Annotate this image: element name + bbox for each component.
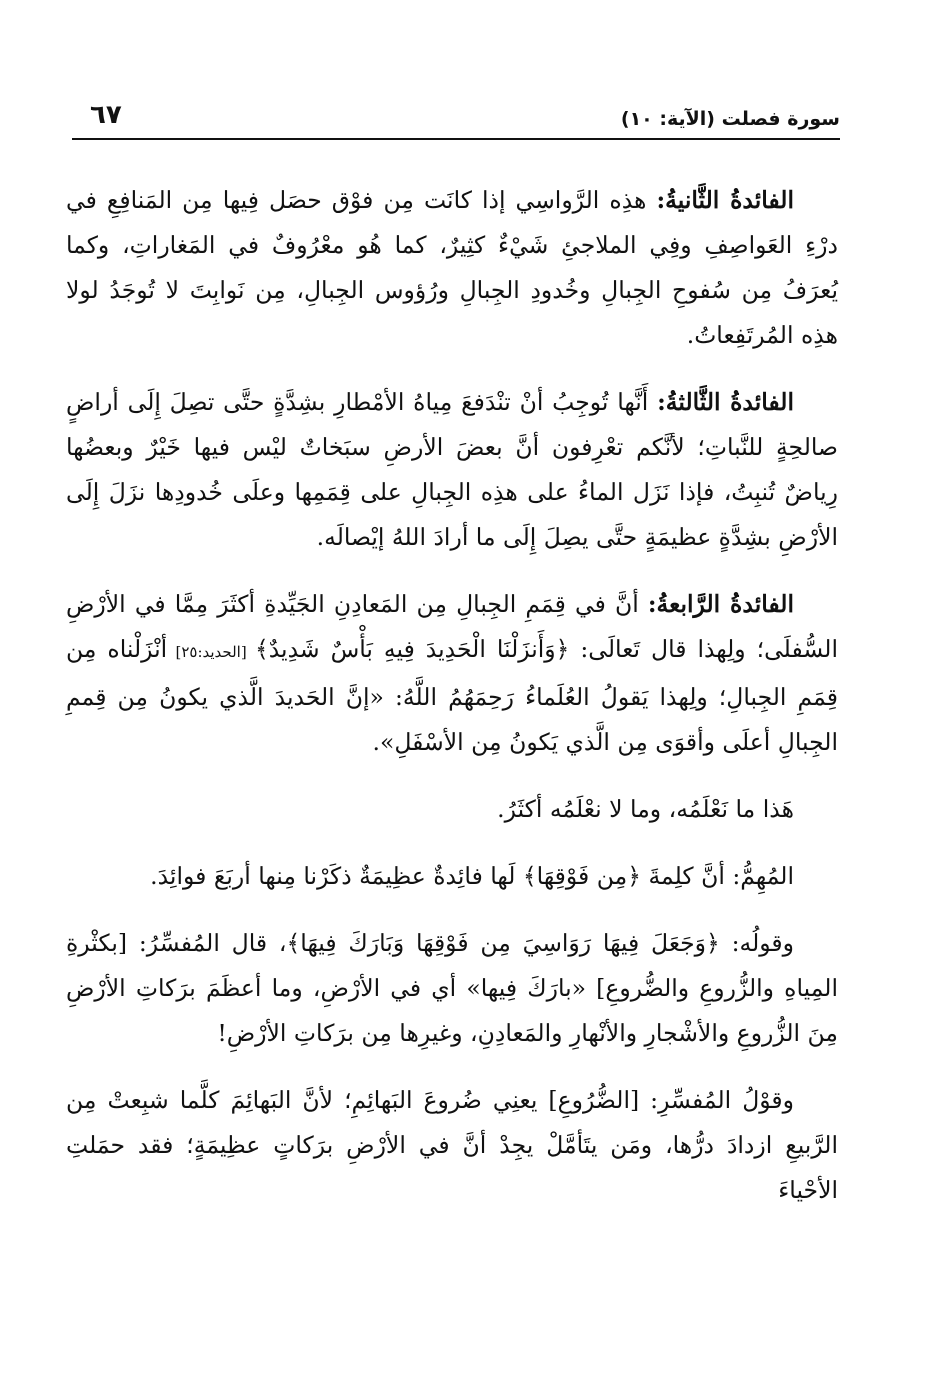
paragraph-text: وقوْلُ المُفسِّرِ: [الضُّرُوعِ] يعنِي ضُروعَ البَهائِمِ؛ لأنَّ البَهائِمَ كلَّما شبِعتْ مِن الرَّبيعِ ازدادَ درُّها، ومَن يتَأمَّلْ يجِدْ أنَّ في الأرْضِ برَكاتٍ عظِيمَةٍ؛ فقد حمَلتِ الأحْياءَ xyxy=(66,1086,838,1204)
paragraph-udders xyxy=(66,1078,838,1213)
paragraph-text: أَنَّها تُوجِبُ أنْ تنْدَفعَ مِياهُ الأمْطارِ بشِدَّةٍ حتَّى تصِلَ إِلَى أراضٍ صالحِةٍ للنَّباتِ؛ لأنَّكم تعْرِفون أنَّ بعضَ الأرضِ سبَخاتٌ ليْس فيها خَيْرٌ وبعضُها رِياضٌ تُنبِتُ، فإذا نَزَل الماءُ على هذِه الجِبالِ على قِمَمِها وعلَى خُدودِها نزَلَ إِلَى الأرْضِ بشِدَّةٍ عظيمَةٍ حتَّى يصِلَ إِلَى ما أرادَ اللهُ إيْصالَه. xyxy=(66,388,838,551)
paragraph-text: المُهِمُّ: أنَّ كلِمةَ xyxy=(640,862,794,890)
paragraph-text: لَها فائِدةٌ عظِيمَةٌ ذكَرْنا مِنها أربَعَ فوائِدَ. xyxy=(150,862,523,890)
paragraph-summary xyxy=(66,854,838,899)
page-header xyxy=(72,100,840,140)
paragraph-heading: الفائدةُ الرَّابعةُ: xyxy=(647,590,794,618)
paragraph-text: ، قال المُفسِّرُ: [بكثْرةِ المِياهِ والزُّروعِ والضُّروعِ] «بارَكَ فِيها» أي في الأرْضِ، وما أعظَمَ برَكاتِ الأرْضِ مِنَ الزُّروعِ والأشْجارِ والأنْهارِ والمَعادِنِ، وغيرِها مِن برَكاتِ الأرْضِ! xyxy=(66,929,838,1047)
quran-verse: ﴿مِن فَوْقِهَا﴾ xyxy=(522,862,641,890)
paragraph-text: وقولُه: xyxy=(719,929,795,957)
paragraph-blessing xyxy=(66,921,838,1056)
page-number: ٦٧ xyxy=(90,100,122,130)
page-body xyxy=(66,178,838,1235)
paragraph-benefit-two xyxy=(66,178,838,358)
paragraph-benefit-three xyxy=(66,380,838,560)
verse-reference: [الحديد:٢٥] xyxy=(167,643,255,661)
paragraph-heading: الفائدةُ الثَّانيةُ: xyxy=(656,186,794,214)
paragraph-text: هَذا ما نَعْلَمُه، وما لا نعْلَمُه أكثَرُ. xyxy=(497,795,794,823)
paragraph-text: هذِه الرَّواسِي إذا كانَت مِن فوْق حصَل فِيها مِن المَنافِعِ في درْءِ العَواصِفِ وفِي الملاجئِ شَيْءٌ كثِيرٌ، كما هُو معْرُوفٌ في المَغاراتِ، وكما يُعرَفُ مِن سُفوحِ الجِبالِ وخُدودِ الجِبالِ ورُؤوس الجِبالِ، مِن نَوابِتَ لا تُوجَدُ لولا هذِه المُرتَفِعاتُ. xyxy=(66,186,838,349)
paragraph-benefit-four xyxy=(66,582,838,765)
quran-verse: ﴿وَأَنزَلْنَا الْحَدِيدَ فِيهِ بَأْسٌ شَدِيدٌ﴾ xyxy=(254,635,570,663)
running-title: سورة فصلت (الآية: ١٠) xyxy=(620,108,840,130)
paragraph-what-we-know xyxy=(66,787,838,832)
paragraph-text: أنْزَلْناه مِن قِمَمِ الجِبالِ؛ ولِهذا يَقولُ العُلَماءُ رَحِمَهُمُ اللَّهُ: «إنَّ الحَديدَ الَّذي يكونُ مِن قِممِ الجِبالِ أعلَى وأقوَى مِن الَّذي يَكونُ مِن الأسْفَلِ». xyxy=(66,635,838,756)
quran-verse: ﴿وَجَعَلَ فِيهَا رَوَاسِيَ مِن فَوْقِهَا وَبَارَكَ فِيهَا﴾ xyxy=(286,929,720,957)
header-divider xyxy=(72,138,840,140)
paragraph-heading: الفائدةُ الثَّالثةُ: xyxy=(657,388,794,416)
paragraph-text: أنَّ في قِمَمِ الجِبالِ مِن المَعادِنِ الجَيِّدةِ أكثَرَ مِمَّا في الأرْضِ السُّفلَى؛ ولِهذا قال تَعالَى: xyxy=(66,590,838,663)
